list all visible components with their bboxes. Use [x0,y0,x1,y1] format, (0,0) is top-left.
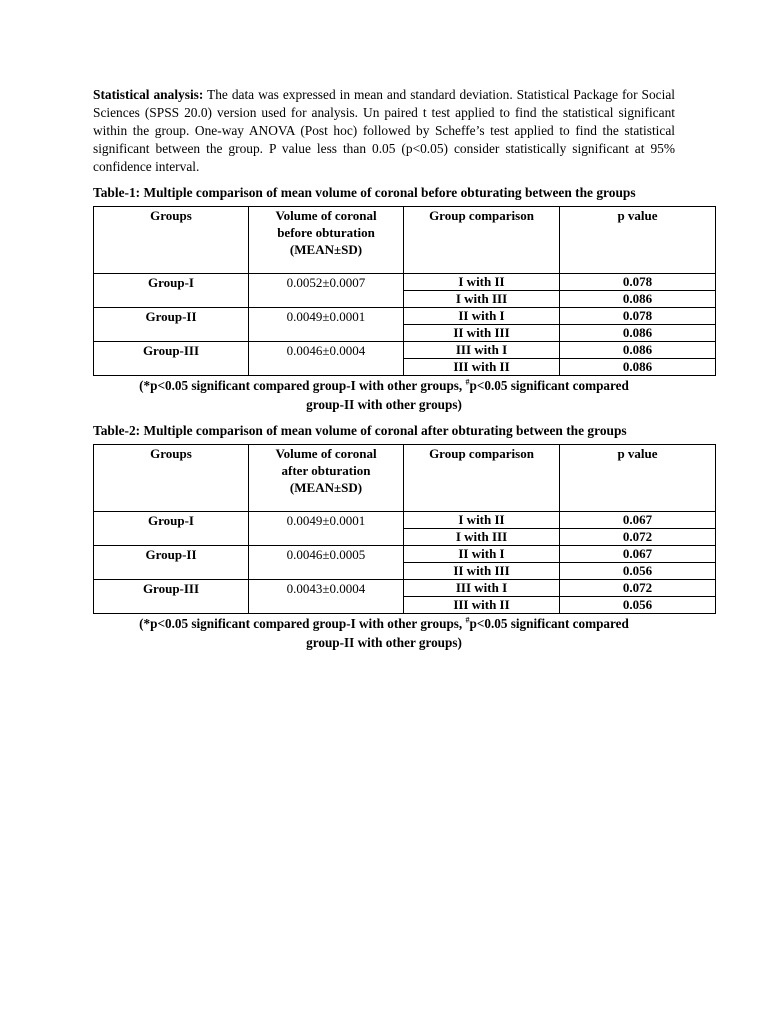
table2-comparison-cell: II with III [404,563,560,580]
table1-header-volume-line1: Volume of coronal [275,208,377,223]
table2-footnote-part-c: group-II with other groups) [306,635,462,650]
table1-header-volume-line2: before obturation [277,225,375,240]
table1-group-cell: Group-I [94,274,249,308]
table1-footnote-part-c: group-II with other groups) [306,397,462,412]
table1-comparison-cell: I with II [404,274,560,291]
table-row [94,342,716,359]
table2-comparison-cell: I with II [404,512,560,529]
table1-comparison-cell: III with II [404,359,560,376]
table1-footnote-part-b: p<0.05 significant compared [469,378,629,393]
table2-volume-cell: 0.0043±0.0004 [249,580,404,614]
statistical-analysis-body: The data was expressed in mean and standard deviation. Statistical Package for Social Sciences (SPSS 20.0) version used for analysis. Un paired t test applied to find the statistical significant within the group. One-way ANOVA (Post hoc) followed by Scheffe’s test applied to find the statistical significant between the group. P value less than 0.05 (p<0.05) consider statistically significant at 95% confidence interval. [93,87,675,174]
table1-pvalue-cell: 0.086 [560,325,716,342]
table-row [94,512,716,529]
table2-header-groups: Groups [94,445,249,512]
table1-pvalue-cell: 0.078 [560,308,716,325]
table2-header-volume-line1: Volume of coronal [275,446,377,461]
table2 [93,444,716,614]
table1 [93,206,716,376]
table1-header-pvalue: p value [560,207,716,274]
statistical-analysis-heading: Statistical analysis: [93,87,204,102]
table2-header-volume [249,445,404,512]
table2-comparison-cell: II with I [404,546,560,563]
table2-header-pvalue: p value [560,445,716,512]
table2-comparison-cell: III with II [404,597,560,614]
table1-footnote-hash: # [465,377,470,387]
table2-pvalue-cell: 0.072 [560,580,716,597]
table2-comparison-cell: I with III [404,529,560,546]
table1-header-row [94,207,716,274]
table2-pvalue-cell: 0.056 [560,563,716,580]
table1-volume-cell: 0.0046±0.0004 [249,342,404,376]
table-row [94,274,716,291]
table2-group-cell: Group-I [94,512,249,546]
table1-volume-cell: 0.0049±0.0001 [249,308,404,342]
table1-volume-cell: 0.0052±0.0007 [249,274,404,308]
table2-group-cell: Group-II [94,546,249,580]
table1-header-volume-line3: (MEAN±SD) [289,242,363,257]
table2-footnote-part-b: p<0.05 significant compared [469,616,629,631]
table2-footnote-part-a: (*p<0.05 significant compared group-I with other groups, [139,616,466,631]
table-row [94,580,716,597]
statistical-analysis-paragraph [93,86,675,176]
table2-volume-cell: 0.0049±0.0001 [249,512,404,546]
table1-header-comparison: Group comparison [404,207,560,274]
table1-group-cell: Group-II [94,308,249,342]
table1-pvalue-cell: 0.086 [560,359,716,376]
table2-pvalue-cell: 0.072 [560,529,716,546]
table2-header-volume-line2: after obturation [281,463,371,478]
table1-footnote [93,376,675,414]
table2-group-cell: Group-III [94,580,249,614]
table2-footnote-hash: # [465,615,470,625]
table2-header-row [94,445,716,512]
table2-header-comparison: Group comparison [404,445,560,512]
table1-comparison-cell: III with I [404,342,560,359]
table-row [94,546,716,563]
table1-footnote-part-a: (*p<0.05 significant compared group-I with other groups, [139,378,466,393]
table1-pvalue-cell: 0.078 [560,274,716,291]
table2-footnote [93,614,675,652]
table2-header-volume-line3: (MEAN±SD) [289,480,363,495]
table2-title: Table-2: Multiple comparison of mean volume of coronal after obturating between the groups [93,423,627,438]
table2-pvalue-cell: 0.067 [560,512,716,529]
table1-header-groups: Groups [94,207,249,274]
table2-comparison-cell: III with I [404,580,560,597]
document-page [93,86,675,652]
table1-comparison-cell: II with III [404,325,560,342]
table2-pvalue-cell: 0.067 [560,546,716,563]
table1-title: Table-1: Multiple comparison of mean volume of coronal before obturating between the groups [93,185,636,200]
table1-header-volume [249,207,404,274]
table1-pvalue-cell: 0.086 [560,342,716,359]
table1-comparison-cell: II with I [404,308,560,325]
table2-pvalue-cell: 0.056 [560,597,716,614]
table2-volume-cell: 0.0046±0.0005 [249,546,404,580]
table1-group-cell: Group-III [94,342,249,376]
table1-pvalue-cell: 0.086 [560,291,716,308]
table-row [94,308,716,325]
table1-comparison-cell: I with III [404,291,560,308]
